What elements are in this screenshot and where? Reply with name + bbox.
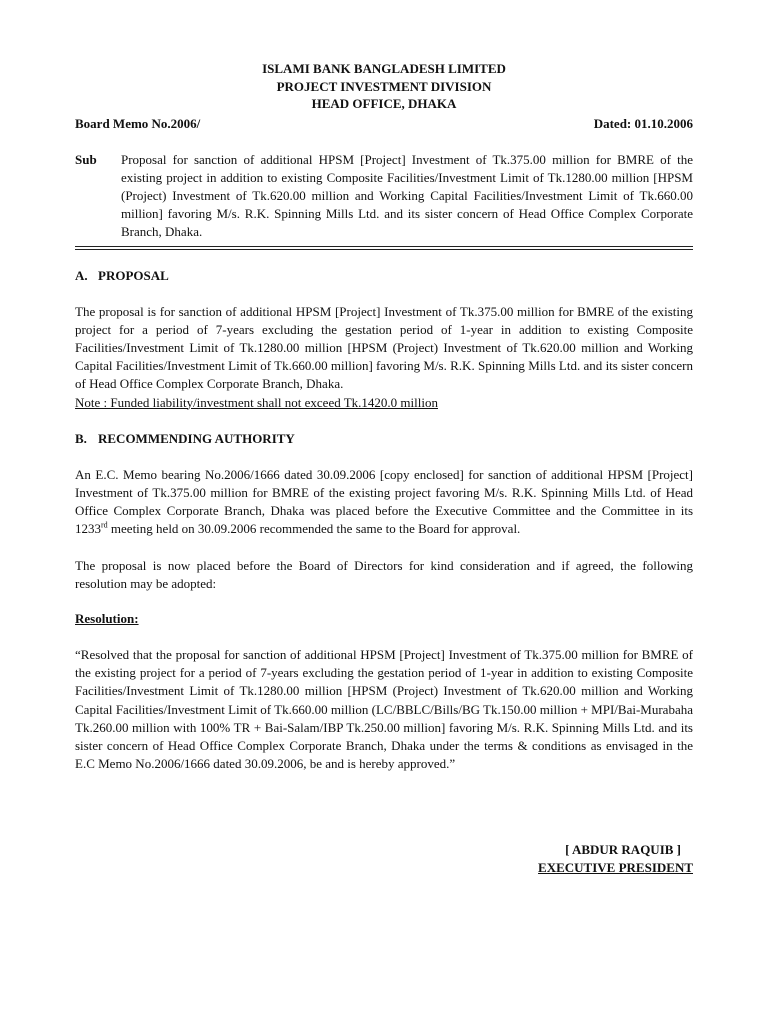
divider [75,246,693,250]
proposal-paragraph: The proposal is for sanction of additional HPSM [Project] Investment of Tk.375.00 million for BMRE of the existing project for a period of 7-years excluding the gestation period of 1-year in addition to existing Composite Facilities/Investment Limit of Tk.1280.00 million [HPSM (Project) Investment of Tk.620.00 million and Working Capital Facilities/Investment Limit of Tk.660.00 million] favoring M/s. R.K. Spinning Mills Ltd. and its sister concern of Head Office Complex Corporate Branch, Dhaka. [75,303,693,392]
resolution-title: Resolution: [75,610,139,626]
resolution-paragraph: “Resolved that the proposal for sanction of additional HPSM [Project] Investment of Tk.375.00 million for BMRE of the existing project for a period of 7-years excluding the gestation period of 1-year in addition to existing Composite Facilities/Investment Limit of Tk.1280.00 million [HPSM (Project) Investment of Tk.620.00 million and Working Capital Facilities/Investment Limit of Tk.660.00 million (LC/BBLC/Bills/BG Tk.150.00 million + MPI/Bai-Murabaha Tk.260.00 million with 100% TR + Bai-Salam/IBP Tk.250.00 million] favoring M/s. R.K. Spinning Mills Ltd. and its sister concern of Head Office Complex Corporate Branch, Dhaka under the terms & conditions as envisaged in the E.C Memo No.2006/1666 dated 30.09.2006, be and is hereby approved.” [75,646,693,772]
signatory-title: EXECUTIVE PRESIDENT [538,860,693,875]
section-number: A. [75,267,88,283]
section-number: B. [75,430,87,446]
memo-number: Board Memo No.2006/ [75,115,201,131]
section-proposal-heading [75,267,693,285]
recommending-text-end: meeting held on 30.09.2006 recommended the same to the Board for approval. [107,521,521,537]
subject-text: Proposal for sanction of additional HPSM [Project] Investment of Tk.375.00 million for BMRE of the existing project in addition to existing Composite Facilities/Investment Limit of Tk.1280.00 million [HPSM (Project) Investment of Tk.620.00 million and Working Capital Facilities/Investment Limit of Tk.660.00 million] favoring M/s. R.K. Spinning Mills Ltd. and its sister concern of Head Office Complex Corporate Branch, Dhaka. [121,151,693,240]
document-page [75,60,693,773]
ordinal-suffix: rd [101,521,108,531]
letterhead [75,60,693,113]
subject-label: Sub [75,151,97,167]
org-name: ISLAMI BANK BANGLADESH LIMITED [262,61,506,76]
section-recommending-heading [75,430,693,448]
recommending-paragraph [75,466,693,539]
memo-date: Dated: 01.10.2006 [593,115,693,131]
section-title: PROPOSAL [98,267,169,283]
signature-block [538,841,693,877]
memo-row [75,115,693,132]
placement-paragraph: The proposal is now placed before the Board of Directors for kind consideration and if agreed, the following resolution may be adopted: [75,557,693,591]
proposal-note: Note : Funded liability/investment shall not exceed Tk.1420.0 million [75,394,438,410]
division-name: PROJECT INVESTMENT DIVISION [276,78,492,94]
recommending-text-start: An E.C. Memo bearing No.2006/1666 dated 30.09.2006 [copy enclosed] for sanction of additional HPSM [Project] Investment of Tk.375.00 million for BMRE of the existing project favoring M/s. R.K. Spinning Mills Ltd. of Head Office Complex Corporate Branch, Dhaka was placed before the Executive Committee and the Committee in its 1233 [75,466,693,537]
section-title: RECOMMENDING AUTHORITY [98,430,295,446]
office-name: HEAD OFFICE, DHAKA [311,96,457,111]
subject-block [75,151,693,242]
signatory-name: [ ABDUR RAQUIB ] [565,842,681,857]
